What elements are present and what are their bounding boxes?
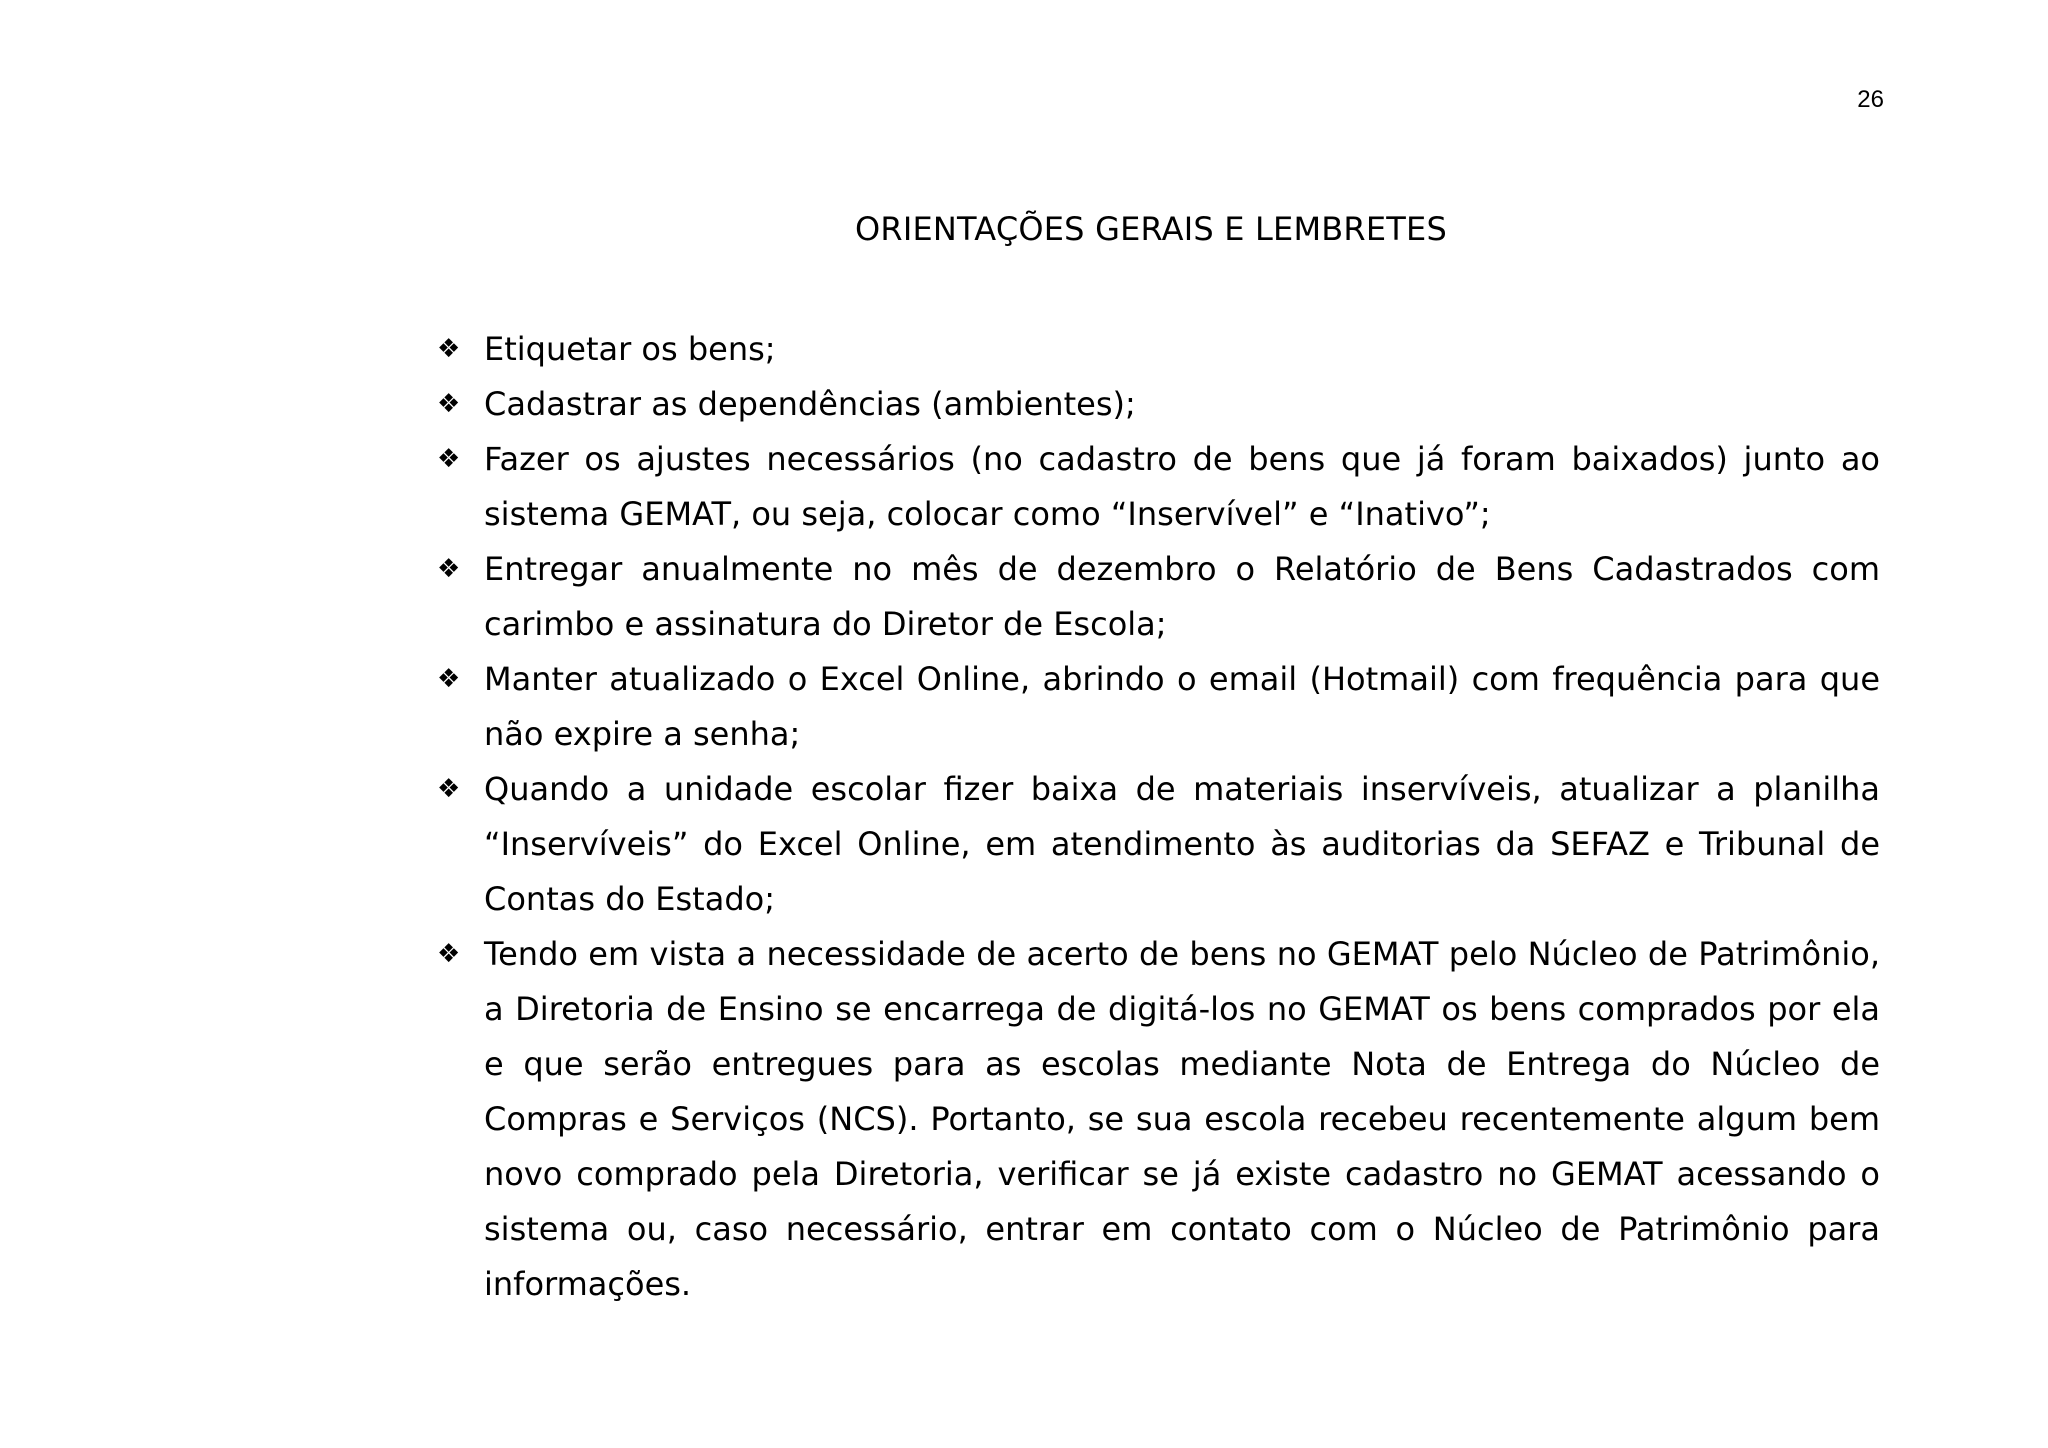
page-title: ORIENTAÇÕES GERAIS E LEMBRETES [855, 210, 1447, 248]
list-item-text: Quando a unidade escolar fizer baixa de materiais inservíveis, atualizar a planilha “Inservíveis” do Excel Online, em atendimento às auditorias da SEFAZ e Tribunal de Contas do Estado; [484, 770, 1880, 918]
diamond-bullet-icon: ❖ [437, 664, 461, 694]
bullet-list [437, 322, 1880, 1312]
diamond-bullet-icon: ❖ [437, 774, 461, 804]
list-item [437, 652, 1880, 762]
diamond-bullet-icon: ❖ [437, 389, 461, 419]
list-item-text: Fazer os ajustes necessários (no cadastro de bens que já foram baixados) junto ao sistema GEMAT, ou seja, colocar como “Inservível” e “Inativo”; [484, 440, 1880, 533]
diamond-bullet-icon: ❖ [437, 554, 461, 584]
list-item-text: Tendo em vista a necessidade de acerto de bens no GEMAT pelo Núcleo de Patrimônio, a Diretoria de Ensino se encarrega de digitá-los no GEMAT os bens comprados por ela e que serão entregues para as escolas mediante Nota de Entrega do Núcleo de Compras e Serviços (NCS). Portanto, se sua escola recebeu recentemente algum bem novo comprado pela Diretoria, verificar se já existe cadastro no GEMAT acessando o sistema ou, caso necessário, entrar em contato com o Núcleo de Patrimônio para informações. [484, 935, 1880, 1303]
list-item [437, 927, 1880, 1312]
list-item-text: Entregar anualmente no mês de dezembro o Relatório de Bens Cadastrados com carimbo e assinatura do Diretor de Escola; [484, 550, 1880, 643]
diamond-bullet-icon: ❖ [437, 939, 461, 969]
diamond-bullet-icon: ❖ [437, 334, 461, 364]
list-item-text: Manter atualizado o Excel Online, abrindo o email (Hotmail) com frequência para que não expire a senha; [484, 660, 1880, 753]
list-item [437, 432, 1880, 542]
list-item-text: Etiquetar os bens; [484, 330, 776, 368]
list-item [437, 322, 1880, 377]
list-item-text: Cadastrar as dependências (ambientes); [484, 385, 1136, 423]
page-number: 26 [1857, 86, 1884, 113]
list-item [437, 377, 1880, 432]
list-item [437, 542, 1880, 652]
diamond-bullet-icon: ❖ [437, 444, 461, 474]
list-item [437, 762, 1880, 927]
